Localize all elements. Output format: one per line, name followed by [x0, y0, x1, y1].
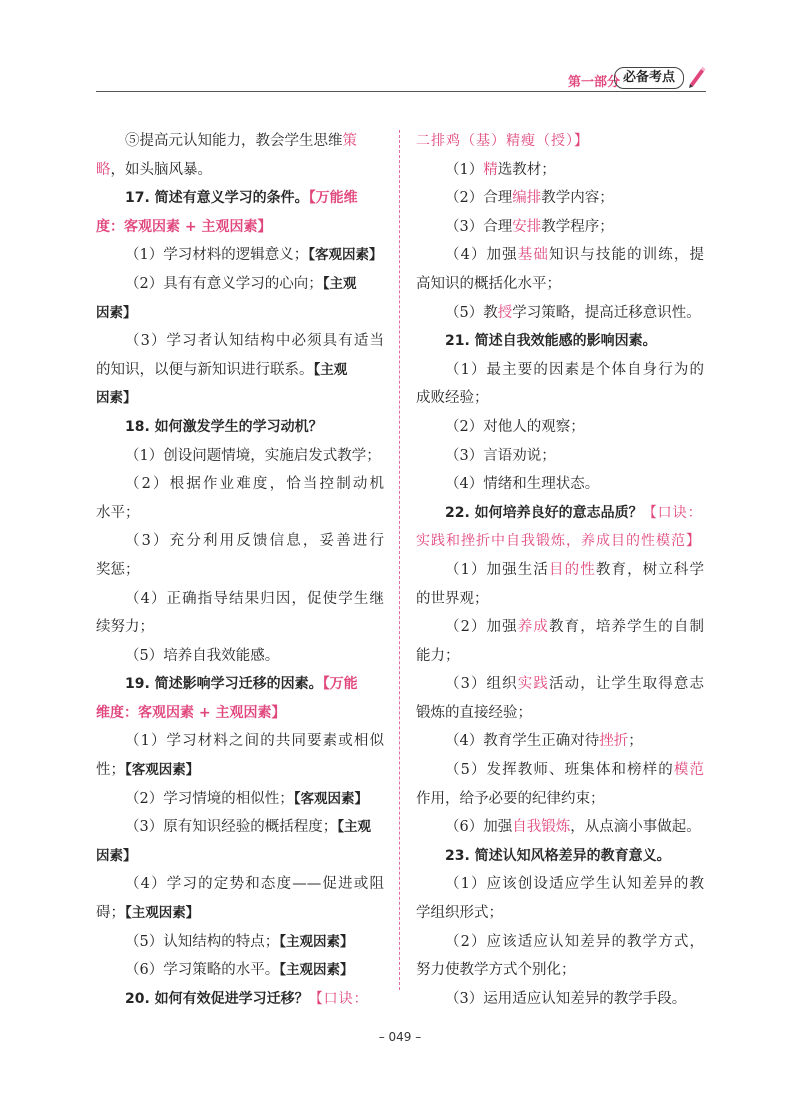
answer-line: 性；【客观因素】: [96, 762, 200, 779]
answer-line: （5）认知结构的特点；【主观因素】: [125, 933, 354, 950]
answer-line: （4）加强基础知识与技能的训练，提: [445, 247, 704, 264]
factor-tag: 【客观因素】: [293, 790, 368, 807]
answer-line: （1）学习材料之间的共同要素或相似: [125, 733, 384, 750]
answer-line: 成败经验；: [416, 390, 489, 407]
answer-line: （1）应该创设适应学生认知差异的教: [445, 876, 704, 893]
answer-line: （6）学习策略的水平。【主观因素】: [125, 962, 354, 979]
answer-line: （1）加强生活目的性教育，树立科学: [445, 561, 704, 578]
keyword-highlight: 基础: [517, 247, 550, 264]
left-column: [96, 127, 384, 1013]
answer-line: （2）具有有意义学习的心向；【主观: [125, 275, 357, 292]
header-rule: [96, 91, 706, 92]
answer-line: （2）学习情境的相似性；【客观因素】: [125, 790, 368, 807]
text-line: ⑤提高元认知能力，教会学生思维策: [125, 133, 357, 149]
right-column: [416, 127, 704, 1013]
answer-line: （2）根据作业难度，恰当控制动机: [125, 476, 384, 493]
question-17-title: [96, 213, 384, 242]
answer-line: 努力使教学方式个别化；: [416, 962, 576, 979]
factor-tag: 因素】: [96, 304, 137, 321]
factor-tag: 【主观: [337, 819, 371, 836]
keyword-highlight: 编排: [512, 190, 542, 207]
keyword-highlight: 模范: [673, 762, 704, 779]
answer-line: （2）加强养成教育，培养学生的自制: [445, 619, 704, 636]
question-19-title: 19. 简述影响学习迁移的因素。【万能: [125, 676, 358, 693]
page-header: [96, 64, 706, 94]
keyword-highlight: 挫折: [599, 733, 629, 750]
answer-line: 锻炼的直接经验；: [416, 704, 532, 721]
answer-line: （1）精选教材；: [445, 161, 556, 178]
answer-line: 学组织形式；: [416, 905, 503, 922]
answer-line: （1）创设问题情境，实施启发式教学；: [125, 447, 381, 464]
factor-tag: 【主观因素】: [125, 905, 200, 922]
keyword-highlight: 策: [342, 133, 357, 149]
mnemonic-tag: 实践和挫折中自我锻炼，养成目的性模范】: [416, 533, 701, 550]
question-17-title: 17. 简述有意义学习的条件。【万能维: [125, 190, 358, 207]
answer-line: （3）运用适应认知差异的教学手段。: [445, 990, 687, 1007]
factor-tag: 【主观因素】: [279, 962, 354, 979]
keyword-highlight: 养成: [517, 619, 550, 636]
factor-tag: 【主观因素】: [279, 933, 354, 950]
factor-tag: 因素】: [96, 390, 137, 407]
answer-line: （3）原有知识经验的概括程度；【主观: [125, 819, 371, 836]
question-19-title: [96, 699, 384, 728]
answer-line: 高知识的概括化水平；: [416, 275, 561, 292]
answer-line: （3）言语劝说；: [445, 447, 556, 464]
keyword-highlight: 目的性: [549, 561, 596, 578]
question-21-title: 21. 简述自我效能感的影响因素。: [445, 333, 657, 350]
factor-tag: 【客观因素】: [125, 762, 200, 779]
answer-line: （2）合理编排教学内容；: [445, 190, 614, 207]
answer-line: （4）正确指导结果归因，促使学生继: [125, 590, 384, 607]
answer-line: 碍；【主观因素】: [96, 905, 200, 922]
question-20-title: 20. 如何有效促进学习迁移？【口诀：: [125, 990, 369, 1007]
answer-line: （5）培养自我效能感。: [125, 647, 280, 664]
answer-line: （2）应该适应认知差异的教学方式，: [445, 933, 704, 950]
answer-line: 的知识，以便与新知识进行联系。【主观: [96, 361, 348, 378]
answer-line: （3）组织实践活动，让学生取得意志: [445, 676, 704, 693]
factor-tag: 【客观因素】: [308, 247, 383, 264]
answer-line: （4）教育学生正确对待挫折；: [445, 733, 643, 750]
answer-line: 水平；: [96, 504, 140, 521]
factor-tag: 因素】: [96, 847, 137, 864]
factor-tag: 【主观: [313, 361, 348, 378]
keyword-highlight: 精: [483, 161, 498, 178]
keyword-highlight: 安排: [512, 218, 542, 235]
answer-line: 作用，给予必要的纪律约束；: [416, 790, 605, 807]
answer-line: （4）学习的定势和态度——促进或阻: [125, 876, 384, 893]
answer-line: （3）学习者认知结构中必须具有适当: [125, 333, 384, 350]
mnemonic-tag: 【口诀：: [308, 990, 369, 1007]
answer-line: （4）情绪和生理状态。: [445, 476, 600, 493]
column-divider: [399, 130, 400, 990]
dimension-tag: 度：客观因素 + 主观因素】: [96, 218, 272, 235]
pencil-icon: [686, 64, 706, 88]
answer-line: （1）学习材料的逻辑意义；【客观因素】: [125, 247, 383, 264]
factor-tag: 【主观: [322, 275, 357, 292]
answer-line: （3）充分利用反馈信息，妥善进行: [125, 533, 384, 550]
keyword-highlight: 略: [96, 161, 111, 178]
header-part-label: 第一部分: [567, 75, 620, 90]
answer-line: 的世界观；: [416, 590, 489, 607]
header-badge: 必备考点: [614, 67, 684, 89]
answer-line: 续努力；: [96, 619, 154, 636]
question-18-title: 18. 如何激发学生的学习动机？: [125, 418, 323, 435]
text-line: 略，如头脑风暴。: [96, 161, 212, 178]
answer-line: （2）对他人的观察；: [445, 418, 585, 435]
question-23-title: 23. 简述认知风格差异的教育意义。: [445, 847, 671, 864]
answer-line: [96, 842, 384, 871]
dimension-tag: 维度：客观因素 + 主观因素】: [96, 704, 286, 721]
dimension-tag: 【万能: [322, 676, 358, 693]
answer-line: （6）加强自我锻炼，从点滴小事做起。: [445, 819, 701, 836]
answer-line: 能力；: [416, 647, 460, 664]
mnemonic-tag: 【口诀：: [642, 504, 703, 521]
question-22-title: 22. 如何培养良好的意志品质？【口诀：: [445, 504, 703, 521]
answer-line: （3）合理安排教学程序；: [445, 218, 614, 235]
answer-line: [96, 299, 384, 328]
dimension-tag: 【万能维: [308, 190, 358, 207]
answer-line: 奖惩；: [96, 561, 140, 578]
keyword-highlight: 授: [497, 304, 513, 321]
answer-line: （1）最主要的因素是个体自身行为的: [445, 361, 704, 378]
mnemonic-tag: 二排鸡（基）精瘦（授）】: [416, 133, 589, 149]
keyword-highlight: 自我锻炼: [512, 819, 571, 836]
answer-line: [96, 384, 384, 413]
answer-line: （5）发挥教师、班集体和榜样的模范: [445, 762, 704, 779]
answer-line: （5）教授学习策略，提高迁移意识性。: [445, 304, 701, 321]
keyword-highlight: 实践: [517, 676, 550, 693]
page-number: – 049 –: [378, 1030, 422, 1044]
